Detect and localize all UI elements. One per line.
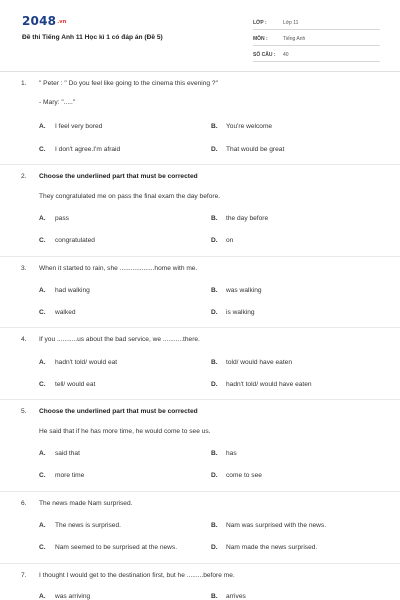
- option-letter: B.: [211, 593, 218, 600]
- option-letter: A.: [39, 359, 46, 366]
- option-letter: C.: [39, 544, 46, 551]
- question-text: " Peter : " Do you feel like going to the cinema this evening ?": [39, 80, 218, 87]
- meta-key: SỐ CÂU :: [253, 52, 276, 58]
- option-text[interactable]: tell/ would eat: [55, 381, 96, 388]
- option-text[interactable]: hadn't told/ would have eaten: [226, 381, 312, 388]
- document-title: Đề thi Tiếng Anh 11 Học kì 1 có đáp án (Đề 5): [22, 34, 163, 41]
- option-text[interactable]: come to see: [226, 472, 262, 479]
- logo-suffix: .vn: [57, 19, 67, 25]
- question-number: 2.: [21, 173, 27, 180]
- question-text: The news made Nam surprised.: [39, 500, 133, 507]
- option-text[interactable]: I feel very bored: [55, 123, 103, 130]
- option-letter: A.: [39, 215, 46, 222]
- option-letter: B.: [211, 123, 218, 130]
- option-letter: A.: [39, 123, 46, 130]
- question-number: 3.: [21, 265, 27, 272]
- question-number: 5.: [21, 408, 27, 415]
- option-text[interactable]: had walking: [55, 287, 90, 294]
- option-letter: D.: [211, 309, 218, 316]
- option-letter: A.: [39, 287, 46, 294]
- option-letter: B.: [211, 359, 218, 366]
- question-number: 6.: [21, 500, 27, 507]
- option-text[interactable]: on: [226, 237, 234, 244]
- option-letter: D.: [211, 146, 218, 153]
- option-text[interactable]: the day before: [226, 215, 269, 222]
- meta-row-subject: [253, 30, 380, 46]
- option-text[interactable]: hadn't told/ would eat: [55, 359, 118, 366]
- question-divider: [0, 399, 400, 400]
- option-text[interactable]: congratulated: [55, 237, 95, 244]
- meta-row-class: [253, 14, 380, 30]
- option-letter: A.: [39, 450, 46, 457]
- option-text[interactable]: Nam made the news surprised.: [226, 544, 318, 551]
- question-number: 7.: [21, 572, 27, 579]
- header-divider: [0, 71, 400, 72]
- question-text: I thought I would get to the destination first, but he .........before me.: [39, 572, 235, 579]
- option-text[interactable]: is walking: [226, 309, 255, 316]
- option-text[interactable]: Nam seemed to be surprised at the news.: [55, 544, 178, 551]
- option-letter: C.: [39, 381, 46, 388]
- site-logo[interactable]: [22, 14, 67, 28]
- option-letter: A.: [39, 522, 46, 529]
- option-text[interactable]: Nam was surprised with the news.: [226, 522, 327, 529]
- option-text[interactable]: The news is surprised.: [55, 522, 121, 529]
- question-text: If you ...........us about the bad service, we ...........there.: [39, 336, 200, 343]
- question-text: - Mary: ".....": [39, 99, 76, 106]
- option-letter: D.: [211, 237, 218, 244]
- document-header: [0, 0, 400, 68]
- logo-text: 2048: [22, 14, 57, 28]
- meta-value: Lớp 11: [283, 20, 299, 26]
- option-letter: C.: [39, 237, 46, 244]
- meta-table: [253, 14, 380, 62]
- option-text[interactable]: That would be great: [226, 146, 285, 153]
- option-letter: D.: [211, 381, 218, 388]
- option-text[interactable]: pass: [55, 215, 69, 222]
- option-text[interactable]: I don't agree.I'm afraid: [55, 146, 121, 153]
- question-text: He said that if he has more time, he would come to see us.: [39, 428, 211, 435]
- option-letter: A.: [39, 593, 46, 600]
- option-letter: D.: [211, 544, 218, 551]
- option-text[interactable]: You're welcome: [226, 123, 273, 130]
- question-divider: [0, 164, 400, 165]
- option-text[interactable]: walked: [55, 309, 76, 316]
- option-text[interactable]: arrives: [226, 593, 246, 600]
- option-letter: B.: [211, 522, 218, 529]
- question-text: When it started to rain, she ...................home with me.: [39, 265, 198, 272]
- question-divider: [0, 563, 400, 564]
- option-letter: B.: [211, 450, 218, 457]
- option-text[interactable]: said that: [55, 450, 80, 457]
- option-letter: D.: [211, 472, 218, 479]
- question-instruction: Choose the underlined part that must be corrected: [39, 408, 198, 415]
- question-instruction: Choose the underlined part that must be corrected: [39, 173, 198, 180]
- meta-key: LỚP :: [253, 20, 267, 26]
- option-text[interactable]: told/ would have eaten: [226, 359, 292, 366]
- option-letter: B.: [211, 215, 218, 222]
- question-number: 4.: [21, 336, 27, 343]
- option-text[interactable]: has: [226, 450, 237, 457]
- question-number: 1.: [21, 80, 27, 87]
- question-text: They congratulated me on pass the final exam the day before.: [39, 193, 221, 200]
- meta-key: MÔN :: [253, 36, 268, 42]
- option-text[interactable]: more time: [55, 472, 85, 479]
- option-letter: C.: [39, 146, 46, 153]
- meta-value: 40: [283, 52, 289, 58]
- option-letter: B.: [211, 287, 218, 294]
- option-letter: C.: [39, 309, 46, 316]
- meta-row-question-count: [253, 46, 380, 62]
- question-divider: [0, 256, 400, 257]
- question-divider: [0, 491, 400, 492]
- option-letter: C.: [39, 472, 46, 479]
- meta-value: Tiếng Anh: [283, 36, 306, 42]
- option-text[interactable]: was walking: [226, 287, 262, 294]
- option-text[interactable]: was arriving: [55, 593, 91, 600]
- question-divider: [0, 327, 400, 328]
